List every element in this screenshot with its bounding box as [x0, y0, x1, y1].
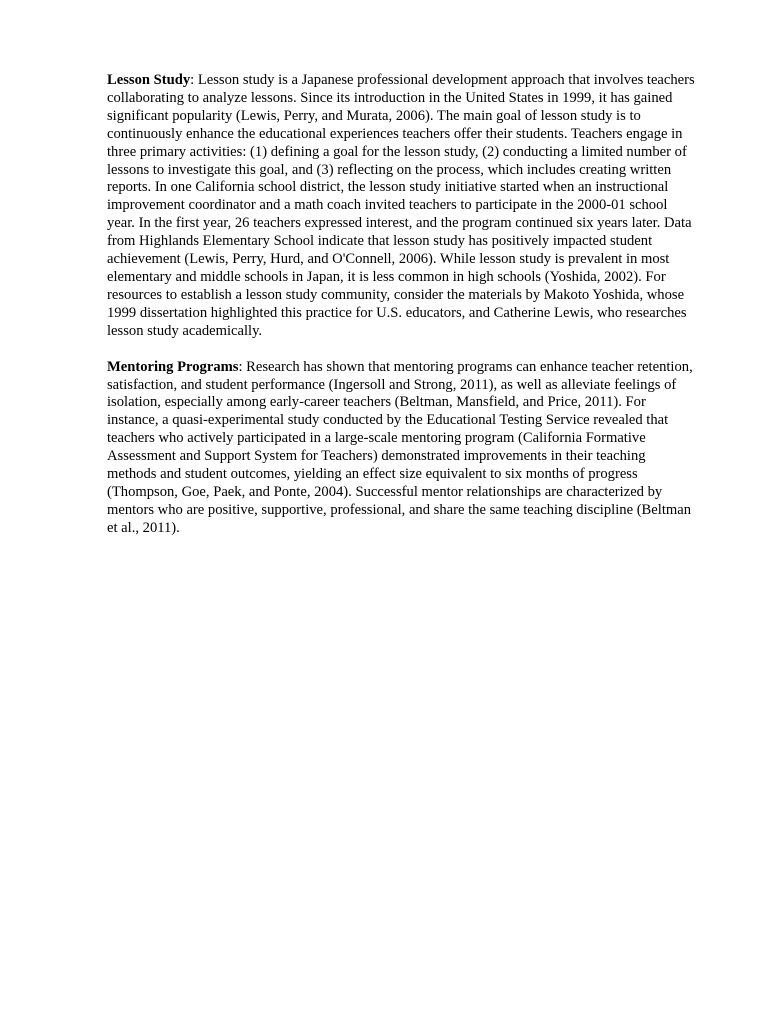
mentoring-programs-paragraph — [107, 359, 695, 538]
lesson-study-text: Lesson study is a Japanese professional development approach that involves teachers collaborating to analyze lessons. Since its introduction in the United States in 1999, it has gained significant popularity (Lewis, Perry, and Murata, 2006). The main goal of lesson study is to continuously enhance the educational experiences teachers offer their students. Teachers engage in three primary activities: (1) defining a goal for the lesson study, (2) conducting a limited number of lessons to investigate this goal, and (3) reflecting on the process, which includes creating written reports. In one California school district, the lesson study initiative started when an instructional improvement coordinator and a math coach invited teachers to participate in the 2000-01 school year. In the first year, 26 teachers expressed interest, and the program continued six years later. Data from Highlands Elementary School indicate that lesson study has positively impacted student achievement (Lewis, Perry, Hurd, and O'Connell, 2006). While lesson study is prevalent in most elementary and middle schools in Japan, it is less common in high schools (Yoshida, 2002). For resources to establish a lesson study community, consider the materials by Makoto Yoshida, whose 1999 dissertation highlighted this practice for U.S. educators, and Catherine Lewis, who researches lesson study academically. — [107, 72, 695, 339]
lesson-study-separator: : — [190, 72, 198, 88]
lesson-study-term: Lesson Study — [107, 72, 191, 88]
mentoring-programs-text: Research has shown that mentoring programs can enhance teacher retention, satisfaction, and student performance (Ingersoll and Strong, 2011), as well as alleviate feelings of isolation, especially among early-career teachers (Beltman, Mansfield, and Price, 2011). For instance, a quasi-experimental study conducted by the Educational Testing Service revealed that teachers who actively participated in a large-scale mentoring program (California Formative Assessment and Support System for Teachers) demonstrated improvements in their teaching methods and student outcomes, yielding an effect size equivalent to six months of progress (Thompson, Goe, Paek, and Ponte, 2004). Successful mentor relationships are characterized by mentors who are positive, supportive, professional, and share the same teaching discipline (Beltman et al., 2011). — [107, 358, 693, 536]
mentoring-programs-term: Mentoring Programs — [107, 358, 239, 375]
lesson-study-paragraph — [107, 72, 695, 341]
mentoring-programs-separator: : — [238, 358, 247, 375]
document-body — [107, 72, 695, 556]
